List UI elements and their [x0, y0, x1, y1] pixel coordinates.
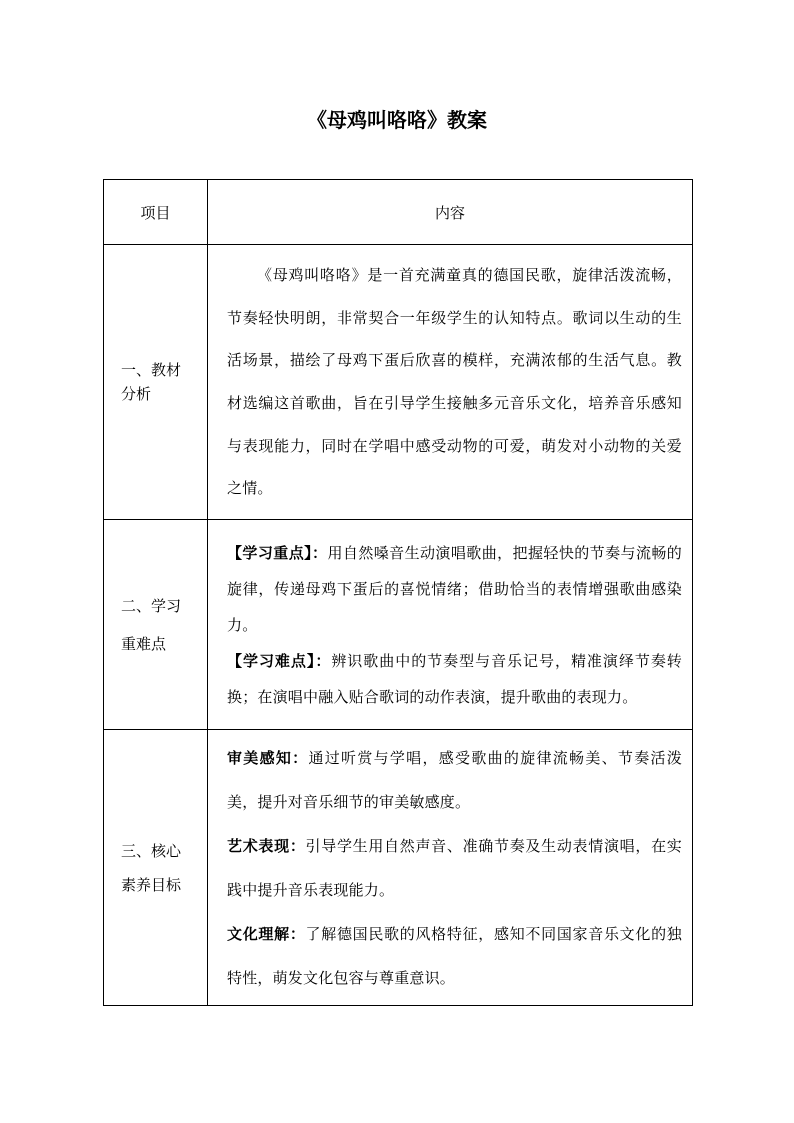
- row-content: [208, 520, 693, 730]
- paragraph-lead: 艺术表现：: [227, 836, 306, 855]
- paragraph-text: 用自然嗓音生动演唱歌曲，把握轻快的节奏与流畅的旋律，传递母鸡下蛋后的喜悦情绪；借助恰当的表情增强歌曲感染力。: [227, 543, 682, 634]
- header-item: 项目: [104, 180, 208, 245]
- paragraph-text: 了解德国民歌的风格特征，感知不同国家音乐文化的独特性，萌发文化包容与尊重意识。: [227, 924, 682, 987]
- row-label-line: 三、核心: [121, 841, 182, 860]
- row-label-line: 二、学习: [121, 596, 182, 615]
- row-label-line: 素养目标: [121, 875, 182, 894]
- lesson-plan-table: [103, 179, 693, 1006]
- paragraph-text: 引导学生用自然声音、准确节奏及生动表情演唱，在实践中提升音乐表现能力。: [227, 836, 682, 899]
- table-header-row: [104, 180, 693, 245]
- content-paragraph: [227, 643, 682, 715]
- paragraph-lead: 【学习难点】：: [227, 651, 332, 670]
- table-row: [104, 245, 693, 520]
- content-paragraph: [227, 736, 682, 824]
- row-content: [208, 730, 693, 1006]
- row-label: [104, 245, 208, 520]
- paragraph-lead: 文化理解：: [227, 924, 306, 943]
- row-label-line: 重难点: [121, 634, 167, 653]
- row-label: [104, 730, 208, 1006]
- paragraph-lead: 【学习重点】：: [227, 543, 328, 562]
- table-row: [104, 520, 693, 730]
- content-paragraph: 《母鸡叫咯咯》是一首充满童真的德国民歌，旋律活泼流畅，节奏轻快明朗，非常契合一年级学生的认知特点。歌词以生动的生活场景，描绘了母鸡下蛋后欣喜的模样，充满浓郁的生活气息。教材选编这首歌曲，旨在引导学生接触多元音乐文化，培养音乐感知与表现能力，同时在学唱中感受动物的可爱，萌发对小动物的关爱之情。: [227, 266, 682, 498]
- content-paragraph: [227, 535, 682, 643]
- content-paragraph: [227, 912, 682, 1000]
- row-label: [104, 520, 208, 730]
- table-row: [104, 730, 693, 1006]
- paragraph-lead: 审美感知：: [227, 748, 309, 767]
- document-title: 《母鸡叫咯咯》教案: [307, 108, 487, 132]
- header-content: 内容: [208, 180, 693, 245]
- row-label-line: 分析: [121, 385, 152, 403]
- row-label-line: 一、教材: [121, 361, 182, 379]
- paragraph-text: 通过听赏与学唱，感受歌曲的旋律流畅美、节奏活泼美，提升对音乐细节的审美敏感度。: [227, 748, 682, 811]
- paragraph-text: 辨识歌曲中的节奏型与音乐记号，精准演绎节奏转换；在演唱中融入贴合歌词的动作表演，提升歌曲的表现力。: [227, 651, 682, 706]
- row-content: [208, 245, 693, 520]
- content-paragraph: [227, 824, 682, 912]
